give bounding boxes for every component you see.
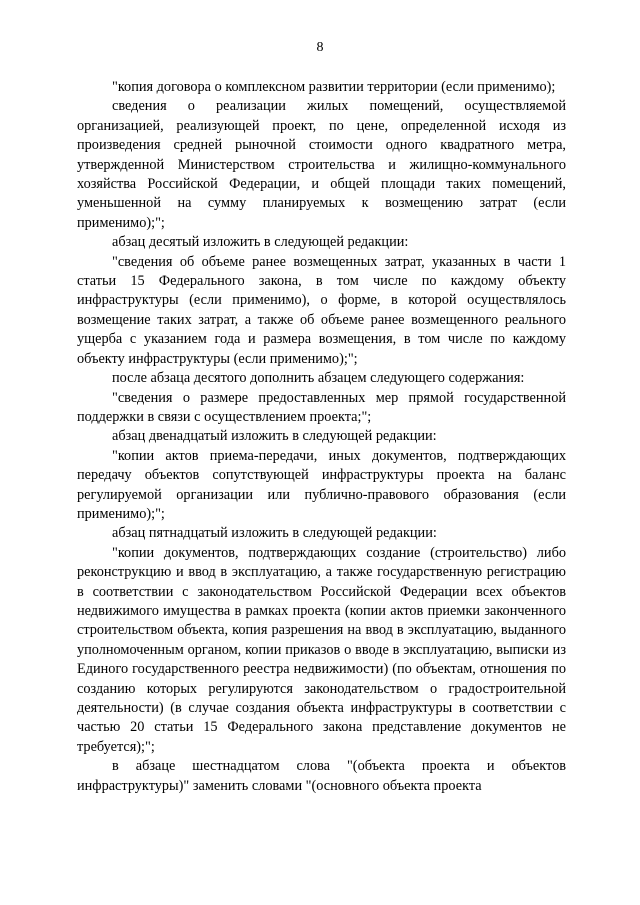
document-body bbox=[77, 78, 566, 796]
paragraph: "сведения о размере предоставленных мер прямой государственной поддержки в связи с осуществлением проекта;"; bbox=[77, 389, 566, 425]
paragraph: "копии документов, подтверждающих создание (строительство) либо реконструкцию и ввод в эксплуатацию, а также государственную регистрацию в соответствии с законодательством Российской Федерации всех объектов недвижимого имущества в рамках проекта (копии актов приемки законченного строительством объекта, копия разрешения на ввод в эксплуатацию, выданного уполномоченным органом, копии приказов о вводе в эксплуатацию, выписки из Единого государственного реестра недвижимости) (по объектам, отношения по созданию которых регулируются законодательством о градостроительной деятельности) (в случае создания объекта инфраструктуры в соответствии с частью 20 статьи 15 Федерального закона представление документов не требуется);"; bbox=[77, 544, 566, 755]
paragraph: "копии актов приема-передачи, иных документов, подтверждающих передачу объектов сопутствующей инфраструктуры проекта на баланс регулируемой организации или публично-правового образования (если применимо);"; bbox=[77, 447, 566, 522]
paragraph: абзац пятнадцатый изложить в следующей редакции: bbox=[112, 525, 437, 542]
paragraph: после абзаца десятого дополнить абзацем следующего содержания: bbox=[112, 370, 525, 387]
paragraph: абзац двенадцатый изложить в следующей редакции: bbox=[112, 428, 437, 445]
paragraph: "сведения об объеме ранее возмещенных затрат, указанных в части 1 статьи 15 Федерального закона, в том числе по каждому объекту инфраструктуры (если применимо), о форме, в которой осуществлялось возмещение таких затрат, а также об объеме ранее возмещенного реального ущерба с указанием года и размера возмещения, в том числе по каждому объекту инфраструктуры (если применимо);"; bbox=[77, 253, 566, 367]
paragraph: "копия договора о комплексном развитии территории (если применимо); bbox=[112, 79, 556, 95]
paragraph: абзац десятый изложить в следующей редакции: bbox=[112, 234, 409, 251]
paragraph: в абзаце шестнадцатом слова "(объекта проекта и объектов инфраструктуры)" заменить словами "(основного объекта проекта bbox=[77, 758, 566, 794]
page-number: 8 bbox=[316, 40, 324, 55]
paragraph: сведения о реализации жилых помещений, осуществляемой организацией, реализующей проект, по цене, определенной исходя из произведения средней рыночной стоимости одного квадратного метра, утвержденной Министерством строительства и жилищно-коммунального хозяйства Российской Федерации, и общей площади таких помещений, уменьшенной на сумму планируемых к возмещению затрат (если применимо);"; bbox=[77, 98, 566, 231]
